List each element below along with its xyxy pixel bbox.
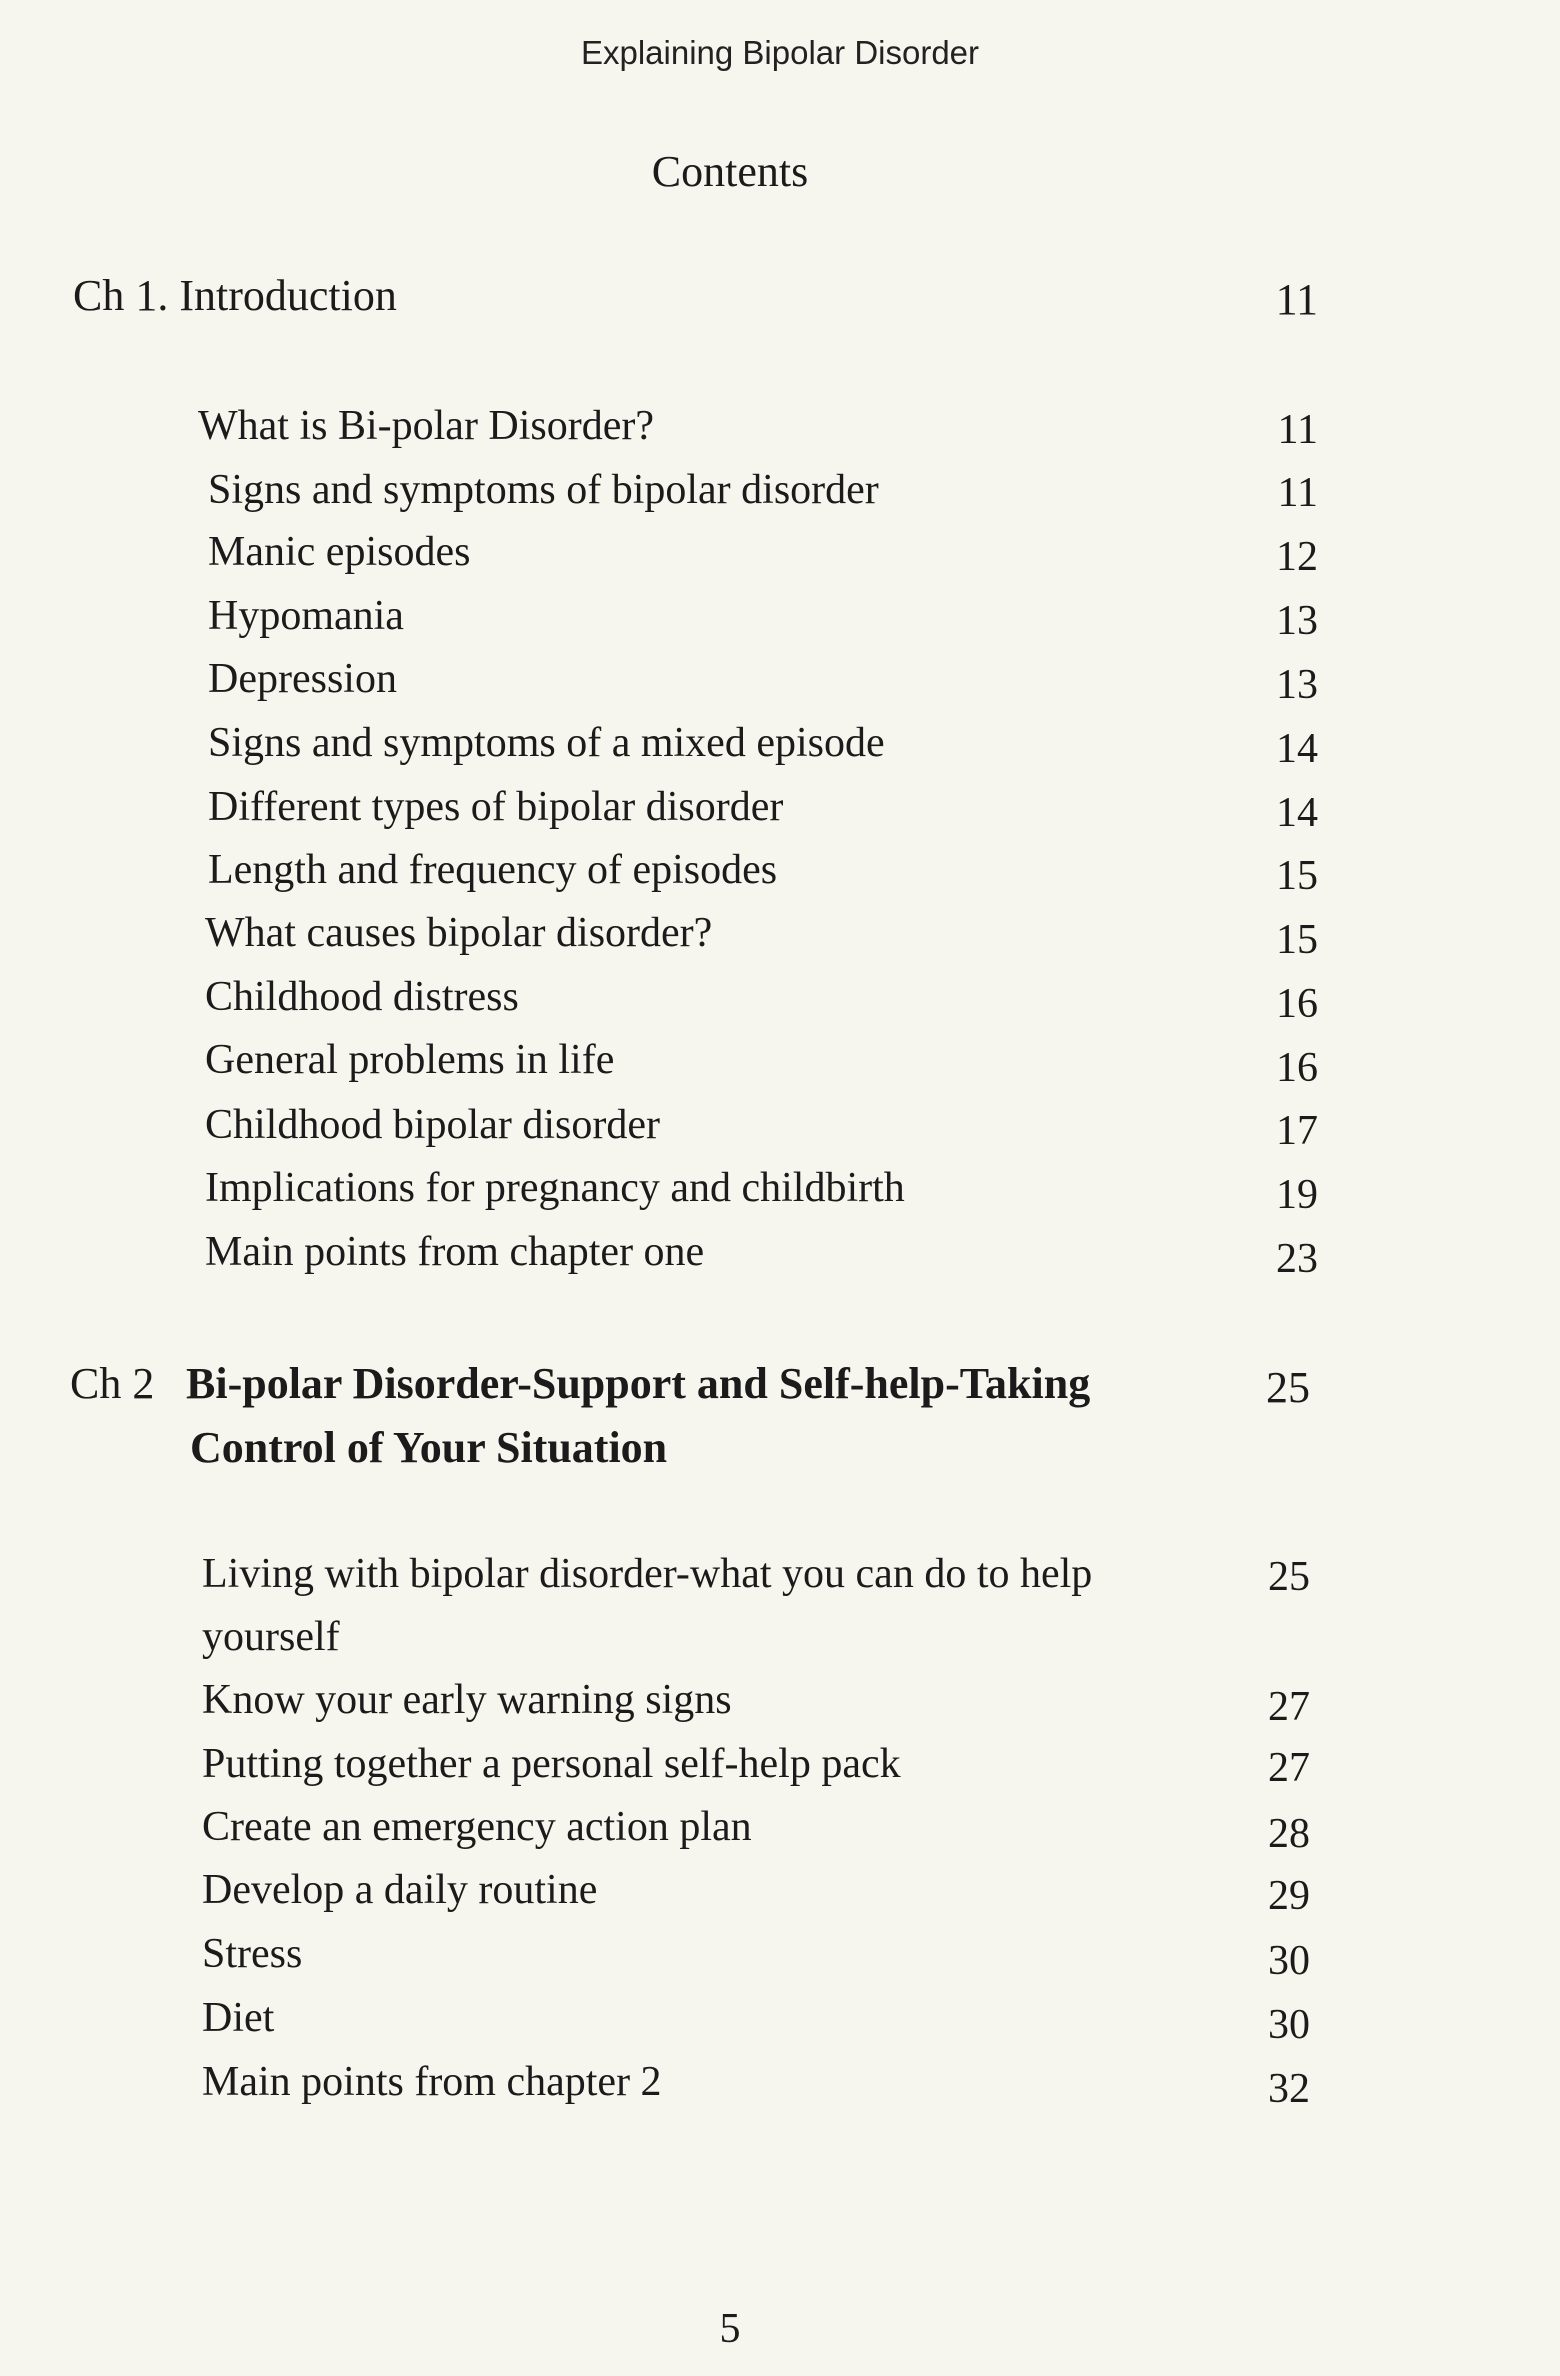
toc-entry-page: 13	[1276, 598, 1318, 644]
toc-entry-page: 14	[1276, 726, 1318, 772]
chapter-2-title-continued: Control of Your Situation	[190, 1423, 668, 1472]
toc-entry-label: Depression	[208, 656, 397, 702]
toc-entry-label: Manic episodes	[208, 529, 471, 575]
toc-entry-page: 30	[1268, 2002, 1310, 2048]
toc-entry-label: Different types of bipolar disorder	[208, 784, 784, 830]
toc-entry-page: 12	[1276, 534, 1318, 580]
toc-entry-page: 29	[1268, 1873, 1310, 1919]
toc-entry-page: 13	[1276, 662, 1318, 708]
toc-entry-label: Signs and symptoms of a mixed episode	[208, 720, 885, 766]
toc-entry-page: 15	[1276, 853, 1318, 899]
chapter-2-title: Bi-polar Disorder-Support and Self-help-Taking	[186, 1359, 1091, 1408]
chapter-2-page: 25	[1266, 1363, 1310, 1412]
toc-entry-label: Develop a daily routine	[202, 1867, 598, 1913]
toc-entry-label: Childhood distress	[205, 974, 519, 1020]
toc-entry-label: Main points from chapter 2	[202, 2059, 662, 2105]
toc-entry-label: General problems in life	[205, 1037, 615, 1083]
running-head: Explaining Bipolar Disorder	[580, 34, 980, 71]
toc-entry-label: Main points from chapter one	[205, 1229, 705, 1275]
toc-entry-page: 25	[1268, 1554, 1310, 1600]
toc-entry-page: 15	[1276, 917, 1318, 963]
toc-entry-page: 11	[1277, 407, 1318, 453]
toc-entry-label: Create an emergency action plan	[202, 1804, 752, 1850]
toc-entry-page: 32	[1268, 2066, 1310, 2112]
toc-entry-page: 27	[1268, 1684, 1310, 1730]
page-number: 5	[719, 2306, 741, 2352]
toc-entry-page: 11	[1277, 470, 1318, 516]
toc-entry-page: 19	[1276, 1172, 1318, 1218]
toc-entry-label: Living with bipolar disorder-what you can do to help	[202, 1551, 1093, 1597]
toc-entry-page: 16	[1276, 1045, 1318, 1091]
toc-entry-page: 23	[1276, 1236, 1318, 1282]
toc-entry-label: Putting together a personal self-help pack	[202, 1741, 901, 1787]
toc-entry-label: Know your early warning signs	[202, 1677, 732, 1723]
toc-entry-label: Childhood bipolar disorder	[205, 1102, 660, 1148]
toc-entry-label: Implications for pregnancy and childbirth	[205, 1165, 905, 1211]
chapter-2-number: Ch 2	[70, 1359, 155, 1408]
toc-entry-page: 17	[1276, 1108, 1318, 1154]
toc-entry-page: 14	[1276, 790, 1318, 836]
toc-entry-label: Diet	[202, 1995, 275, 2041]
toc-entry-page: 30	[1268, 1938, 1310, 1984]
chapter-1-title: Ch 1. Introduction	[73, 271, 397, 320]
chapter-1-page: 11	[1275, 275, 1318, 324]
toc-entry-label: Signs and symptoms of bipolar disorder	[208, 467, 879, 513]
toc-entry-label: Stress	[202, 1931, 303, 1977]
toc-entry-page: 28	[1268, 1811, 1310, 1857]
toc-entry-page: 16	[1276, 981, 1318, 1027]
toc-entry-page: 27	[1268, 1745, 1310, 1791]
toc-entry-label: What causes bipolar disorder?	[205, 910, 713, 956]
toc-entry-label-continued: yourself	[202, 1614, 340, 1660]
toc-entry-label: Hypomania	[208, 593, 404, 639]
toc-entry-label: Length and frequency of episodes	[208, 847, 778, 893]
toc-entry-label: What is Bi-polar Disorder?	[198, 403, 655, 449]
contents-title: Contents	[651, 147, 809, 196]
